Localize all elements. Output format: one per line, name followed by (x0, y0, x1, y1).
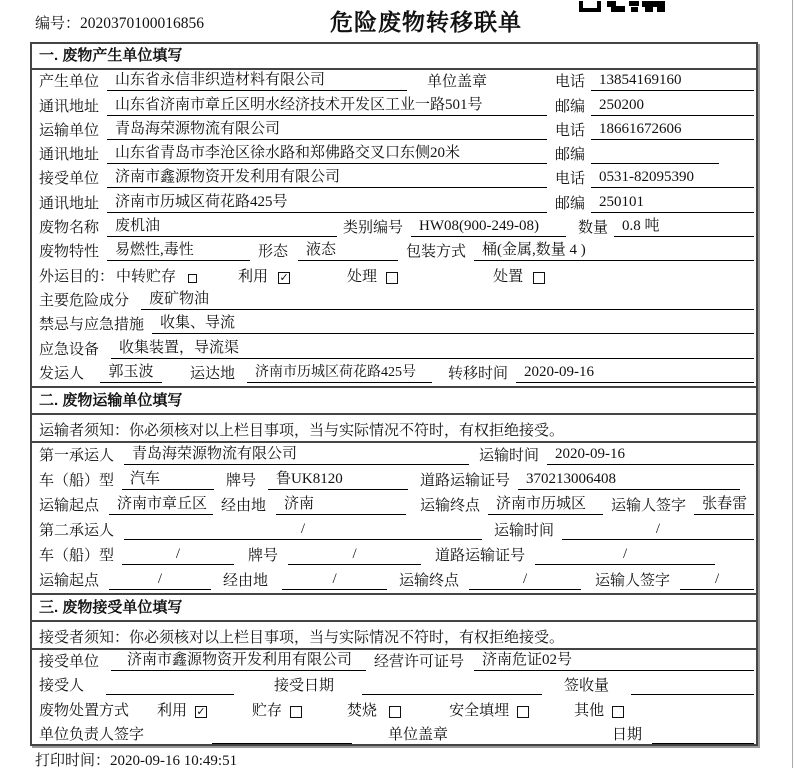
date-value (652, 725, 754, 744)
permit-label: 道路运输证号 (435, 547, 526, 564)
sign-label: 运输人签字 (611, 497, 687, 514)
equipment-value: 收集装置，导流渠 (111, 336, 754, 359)
origin1-value: 济南市章丘区 (109, 492, 213, 515)
row-emergency-equipment (32, 337, 756, 361)
packaging-value: 桶(金属,数量 4 ) (474, 238, 754, 261)
second-carrier-label: 第二承运人 (39, 522, 115, 539)
row-outbound-purpose (32, 264, 756, 288)
via2-value: / (282, 571, 387, 590)
disposal-label: 废物处置方式 (39, 702, 130, 719)
waste-name-label: 废物名称 (39, 220, 100, 237)
producer-label: 产生单位 (39, 74, 100, 91)
row-second-carrier (32, 518, 756, 543)
serial-value: 2020370100016856 (80, 15, 205, 32)
purpose-label: 外运目的： (39, 268, 115, 285)
via-label: 经由地 (221, 497, 267, 514)
row-route-2 (32, 568, 756, 593)
qr-code-icon (579, 0, 665, 12)
row-shipper (32, 362, 756, 386)
hazard-value: 废矿物油 (141, 287, 754, 310)
first-carrier-value: 青岛海荣源物流有限公司 (124, 442, 469, 465)
disposal-other-label: 其他 (574, 702, 605, 719)
receiver-note: 接受者须知：你必须核对以上栏目事项，当与实际情况不符时，有权拒绝接受。 (32, 622, 756, 650)
shipper-value: 郭玉波 (100, 360, 162, 383)
quantity-value: 0.8 吨 (614, 214, 754, 237)
phone-label: 电话 (555, 122, 586, 139)
vehicle1-value: 汽车 (122, 467, 214, 490)
purpose-transfer-checkbox (188, 274, 197, 283)
sign-label: 运输人签字 (595, 572, 671, 589)
purpose-treat-label: 处理 (347, 268, 378, 285)
form-value: 液态 (298, 238, 398, 261)
receiver-postcode-value: 250101 (591, 194, 754, 213)
sign2-value: / (680, 571, 754, 590)
transporter-note: 运输者须知：你必须核对以上栏目事项，当与实际情况不符时，有权拒绝接受。 (32, 415, 756, 443)
destination-label: 运达地 (190, 365, 236, 382)
second-carrier-value: / (124, 521, 482, 540)
row-waste-traits (32, 240, 756, 264)
end1-value: 济南市历城区 (488, 492, 603, 515)
row-receive-unit (32, 650, 756, 674)
traits-label: 废物特性 (39, 244, 100, 261)
transporter-postcode-value (591, 145, 719, 164)
transporter-label: 运输单位 (39, 122, 100, 139)
head-sign-value (212, 725, 352, 744)
transport-time1-value: 2020-09-16 (547, 446, 754, 465)
receive-date-label: 接受日期 (274, 678, 335, 695)
shipper-label: 发运人 (39, 365, 85, 382)
license-label: 经营许可证号 (374, 654, 465, 671)
disposal-store-label: 贮存 (252, 702, 283, 719)
origin2-value: / (109, 571, 211, 590)
receive-date-value (362, 676, 542, 695)
row-receiver (32, 167, 756, 191)
transporter-address-value: 山东省青岛市李沧区徐水路和郑佛路交叉口东侧20米 (107, 141, 547, 164)
address-label: 通讯地址 (39, 195, 100, 212)
row-receiver-address (32, 191, 756, 215)
row-vehicle-1 (32, 468, 756, 493)
purpose-dispose-label: 处置 (493, 268, 524, 285)
section3-title: 三. 废物接受单位填写 (32, 593, 756, 622)
print-time (35, 749, 237, 768)
origin-label: 运输起点 (39, 572, 100, 589)
unit-seal-label: 单位盖章 (427, 74, 488, 91)
receive-unit-value: 济南市鑫源物资开发利用有限公司 (111, 648, 366, 671)
phone-label: 电话 (555, 171, 586, 188)
packaging-label: 包装方式 (406, 244, 467, 261)
receive-unit-label: 接受单位 (39, 654, 100, 671)
end2-value: / (469, 571, 581, 590)
disposal-use-checkbox: ✓ (196, 705, 206, 718)
plate-label: 牌号 (226, 472, 257, 489)
row-transporter-address (32, 143, 756, 167)
phone-label: 电话 (555, 74, 586, 91)
row-receiver-person (32, 674, 756, 698)
row-disposal-method (32, 698, 756, 722)
receiver-person-label: 接受人 (39, 678, 85, 695)
transporter-value: 青岛海荣源物流有限公司 (107, 117, 547, 140)
origin-label: 运输起点 (39, 497, 100, 514)
plate-label: 牌号 (248, 547, 279, 564)
purpose-treat-checkbox (386, 272, 398, 284)
row-waste-name (32, 216, 756, 240)
transport-time-label: 运输时间 (494, 522, 555, 539)
disposal-use-label: 利用 (157, 702, 188, 719)
purpose-transfer-label: 中转贮存 (116, 268, 177, 285)
receiver-phone-value: 0531-82095390 (591, 169, 754, 188)
permit-label: 道路运输证号 (420, 472, 511, 489)
via-label: 经由地 (223, 572, 269, 589)
category-code-value: HW08(900-249-08) (411, 218, 566, 237)
row-taboo-measures (32, 313, 756, 337)
first-carrier-label: 第一承运人 (39, 447, 115, 464)
disposal-store-checkbox (290, 706, 302, 718)
address-label: 通讯地址 (39, 98, 100, 115)
purpose-dispose-checkbox (533, 272, 545, 284)
head-sign-label: 单位负责人签字 (39, 727, 145, 744)
page-title: 危险废物转移联单 (330, 9, 522, 35)
traits-value: 易燃性,毒性 (107, 238, 250, 261)
vehicle2-value: / (122, 546, 234, 565)
producer-postcode-value: 250200 (591, 97, 754, 116)
receiver-person-value (106, 676, 234, 695)
transporter-phone-value: 18661672606 (591, 121, 754, 140)
receipt-qty-label: 签收量 (564, 678, 610, 695)
form-label: 形态 (258, 244, 289, 261)
sign1-value: 张春雷 (694, 492, 754, 515)
permit1-value: 370213006408 (518, 471, 740, 490)
print-time-label: 打印时间： (35, 753, 111, 768)
transport-time2-value: / (562, 521, 754, 540)
disposal-burn-checkbox (389, 706, 401, 718)
license-value: 济南危证02号 (474, 648, 754, 671)
serial-label: 编号： (35, 16, 81, 32)
disposal-landfill-checkbox (517, 706, 529, 718)
row-first-carrier (32, 443, 756, 468)
section1-title: 一. 废物产生单位填写 (32, 44, 756, 70)
producer-phone-value: 13854169160 (591, 72, 754, 91)
vehicle-label: 车（船）型 (39, 547, 115, 564)
page-edge-line (792, 0, 793, 768)
producer-value: 山东省永信非织造材料有限公司 (107, 68, 407, 91)
taboo-value: 收集、导流 (152, 311, 754, 334)
row-vehicle-2 (32, 543, 756, 568)
transfer-time-value: 2020-09-16 (516, 364, 754, 383)
transport-time-label: 运输时间 (479, 447, 540, 464)
purpose-use-label: 利用 (238, 268, 269, 285)
destination-value: 济南市历城区荷花路425号 (247, 361, 432, 383)
section2-title: 二. 废物运输单位填写 (32, 386, 756, 415)
disposal-burn-label: 焚烧 (347, 702, 378, 719)
end-label: 运输终点 (399, 572, 460, 589)
plate2-value: / (288, 546, 421, 565)
qr-code-fragment (579, 1, 665, 12)
postcode-label: 邮编 (555, 98, 586, 115)
unit-seal-label: 单位盖章 (388, 727, 449, 744)
purpose-use-checkbox: ✓ (279, 271, 289, 284)
date-label: 日期 (612, 727, 643, 744)
print-time-value: 2020-09-16 10:49:51 (110, 753, 238, 768)
end-label: 运输终点 (420, 497, 481, 514)
category-label: 类别编号 (343, 220, 404, 237)
receiver-value: 济南市鑫源物资开发利用有限公司 (107, 165, 547, 188)
row-producer (32, 70, 756, 94)
manifest-table (30, 42, 758, 746)
plate1-value: 鲁UK8120 (268, 467, 408, 490)
via1-value: 济南 (276, 492, 406, 515)
vehicle-label: 车（船）型 (39, 472, 115, 489)
waste-name-value: 废机油 (107, 214, 337, 237)
row-head-signature (32, 723, 756, 747)
receiver-label: 接受单位 (39, 171, 100, 188)
equipment-label: 应急设备 (39, 341, 100, 358)
receipt-qty-value (631, 676, 754, 695)
receiver-address-value: 济南市历城区荷花路425号 (107, 190, 547, 213)
address-label: 通讯地址 (39, 147, 100, 164)
transfer-time-label: 转移时间 (448, 365, 509, 382)
quantity-label: 数量 (578, 220, 609, 237)
permit2-value: / (535, 546, 715, 565)
postcode-label: 邮编 (555, 195, 586, 212)
producer-address-value: 山东省济南市章丘区明水经济技术开发区工业一路501号 (107, 93, 547, 116)
disposal-landfill-label: 安全填埋 (449, 702, 510, 719)
disposal-other-checkbox (612, 706, 624, 718)
hazard-label: 主要危险成分 (39, 292, 130, 309)
serial-number (35, 12, 204, 33)
row-transporter (32, 119, 756, 143)
taboo-label: 禁忌与应急措施 (39, 317, 145, 334)
postcode-label: 邮编 (555, 147, 586, 164)
row-route-1 (32, 493, 756, 518)
row-producer-address (32, 94, 756, 118)
row-main-hazard (32, 289, 756, 313)
